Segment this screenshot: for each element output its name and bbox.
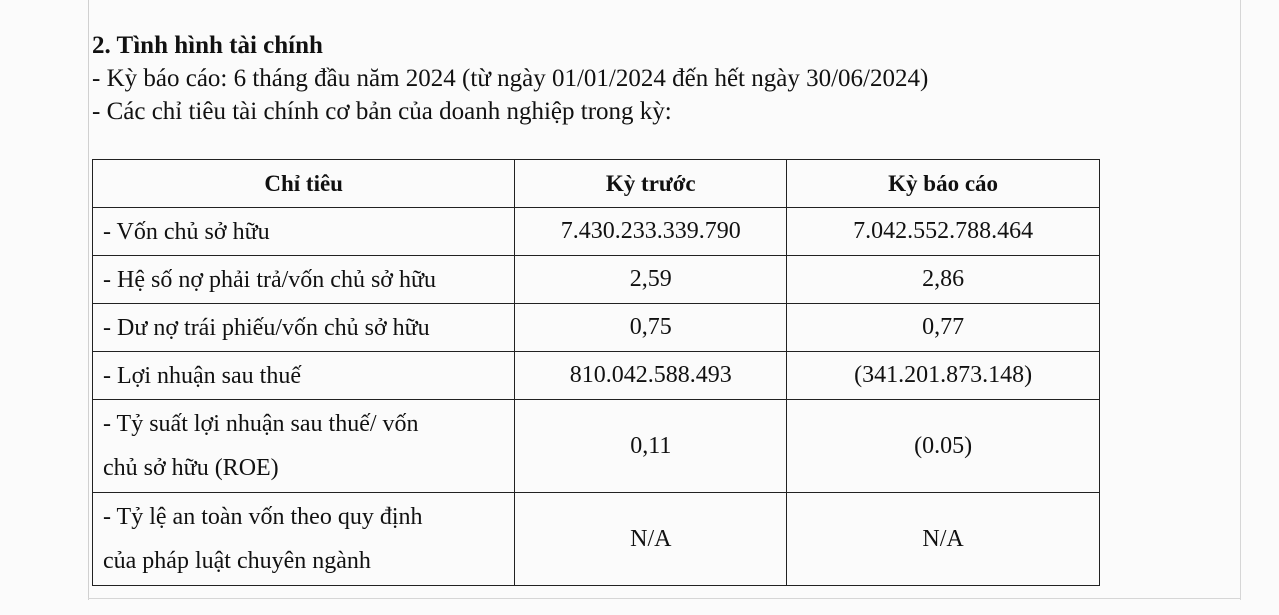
prior-value: 0,75	[515, 304, 787, 352]
intro-line: - Các chỉ tiêu tài chính cơ bản của doanh nghiệp trong kỳ:	[92, 98, 672, 125]
table-row	[93, 400, 1100, 493]
row-label-line-1: - Tỷ lệ an toàn vốn theo quy định	[103, 504, 423, 530]
row-label	[93, 400, 515, 493]
table-row	[93, 256, 1100, 304]
header-prior-period: Kỳ trước	[515, 160, 787, 208]
financial-indicators-table	[92, 159, 1100, 586]
header-current-period: Kỳ báo cáo	[787, 160, 1100, 208]
prior-value: 0,11	[515, 400, 787, 493]
page-right-edge	[1240, 0, 1241, 600]
page-left-edge	[88, 0, 89, 600]
financial-section	[92, 30, 1232, 128]
reporting-period-line: - Kỳ báo cáo: 6 tháng đầu năm 2024 (từ ngày 01/01/2024 đến hết ngày 30/06/2024)	[92, 65, 929, 92]
row-label: - Hệ số nợ phải trả/vốn chủ sở hữu	[93, 256, 515, 304]
row-label-line-1: - Tỷ suất lợi nhuận sau thuế/ vốn	[103, 411, 419, 437]
current-value: 0,77	[787, 304, 1100, 352]
table-row	[93, 493, 1100, 586]
row-label-line-2: chủ sở hữu (ROE)	[103, 455, 279, 481]
current-value: (0.05)	[787, 400, 1100, 493]
prior-value: 2,59	[515, 256, 787, 304]
prior-value: N/A	[515, 493, 787, 586]
prior-value: 7.430.233.339.790	[515, 208, 787, 256]
table-row	[93, 352, 1100, 400]
row-label: - Dư nợ trái phiếu/vốn chủ sở hữu	[93, 304, 515, 352]
current-value: (341.201.873.148)	[787, 352, 1100, 400]
current-value: N/A	[787, 493, 1100, 586]
table-header-row	[93, 160, 1100, 208]
prior-value: 810.042.588.493	[515, 352, 787, 400]
table-row	[93, 304, 1100, 352]
row-label-line-2: của pháp luật chuyên ngành	[103, 548, 371, 574]
row-label: - Lợi nhuận sau thuế	[93, 352, 515, 400]
header-indicator: Chỉ tiêu	[93, 160, 515, 208]
section-heading: 2. Tình hình tài chính	[92, 32, 323, 59]
current-value: 7.042.552.788.464	[787, 208, 1100, 256]
row-label: - Vốn chủ sở hữu	[93, 208, 515, 256]
table-row	[93, 208, 1100, 256]
row-label	[93, 493, 515, 586]
current-value: 2,86	[787, 256, 1100, 304]
page-bottom-edge	[88, 598, 1241, 599]
